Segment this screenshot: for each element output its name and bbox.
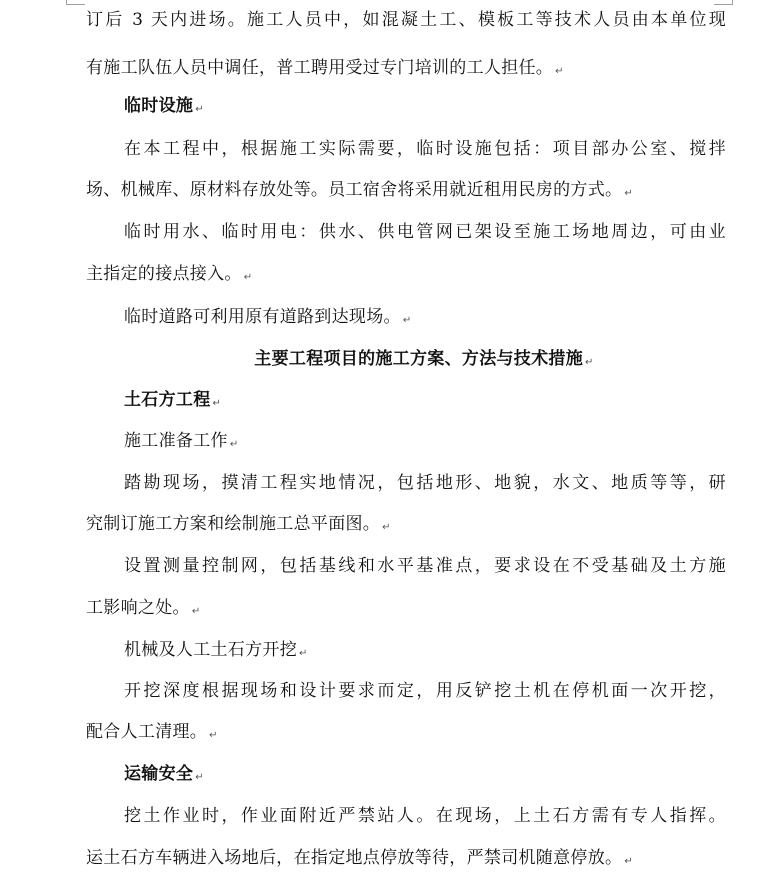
- text-line: 场、机械库、原材料存放处等。员工宿舍将采用就近租用民房的方式。 ↵: [86, 180, 633, 200]
- text-line: 工影响之处。 ↵: [86, 598, 201, 618]
- section-heading: 运输安全 ↵: [124, 764, 204, 784]
- paragraph-mark-icon: ↵: [195, 104, 204, 115]
- text-line: 挖土作业时，作业面附近严禁站人。在现场，上土石方需有专人指挥。: [124, 806, 726, 826]
- paragraph-mark-icon: ↵: [382, 522, 391, 533]
- text-line: 临时道路可利用原有道路到达现场。 ↵: [124, 307, 412, 327]
- paragraph-mark-icon: ↵: [585, 357, 594, 368]
- text-line: 主指定的接点接入。 ↵: [86, 264, 253, 284]
- paragraph-mark-icon: ↵: [209, 730, 218, 741]
- text-line: 配合人工清理。 ↵: [86, 722, 218, 742]
- text-line: 有施工队伍人员中调任，普工聘用受过专门培训的工人担任。 ↵: [86, 58, 564, 78]
- text-line: 临时用水、临时用电：供水、供电管网已架设至施工场地周边，可由业: [124, 222, 726, 242]
- paragraph-mark-icon: ↵: [624, 188, 633, 199]
- paragraph-mark-icon: ↵: [229, 439, 239, 450]
- text-line: 设置测量控制网，包括基线和水平基准点，要求设在不受基础及土方施: [124, 556, 726, 576]
- paragraph-mark-icon: ↵: [212, 398, 222, 409]
- text-line: 订后 3 天内进场。施工人员中，如混凝土工、模板工等技术人员由本单位现: [86, 10, 726, 30]
- paragraph-mark-icon: ↵: [299, 648, 308, 659]
- subsection-heading: 施工准备工作 ↵: [124, 431, 239, 451]
- paragraph-mark-icon: ↵: [191, 606, 201, 617]
- paragraph-mark-icon: ↵: [195, 772, 204, 783]
- paragraph-mark-icon: ↵: [402, 315, 412, 326]
- text-line: 在本工程中，根据施工实际需要，临时设施包括：项目部办公室、搅拌: [124, 139, 726, 159]
- section-heading: 临时设施 ↵: [124, 96, 204, 116]
- margin-corner-mark-right: [714, 0, 733, 5]
- section-heading: 土石方工程 ↵: [124, 390, 222, 410]
- text-line: 开挖深度根据现场和设计要求而定，用反铲挖土机在停机面一次开挖，: [124, 681, 726, 701]
- text-line: 究制订施工方案和绘制施工总平面图。 ↵: [86, 514, 391, 534]
- chapter-heading: 主要工程项目的施工方案、方法与技术措施 ↵: [254, 349, 594, 369]
- text-line: 运土石方车辆进入场地后，在指定地点停放等待，严禁司机随意停放。 ↵: [86, 848, 633, 868]
- paragraph-mark-icon: ↵: [624, 856, 633, 867]
- text-line: 踏勘现场，摸清工程实地情况，包括地形、地貌，水文、地质等等，研: [124, 473, 726, 493]
- paragraph-mark-icon: ↵: [555, 66, 564, 77]
- paragraph-mark-icon: ↵: [243, 272, 253, 283]
- subsection-heading: 机械及人工土石方开挖 ↵: [124, 640, 308, 660]
- margin-corner-mark-left: [66, 0, 85, 5]
